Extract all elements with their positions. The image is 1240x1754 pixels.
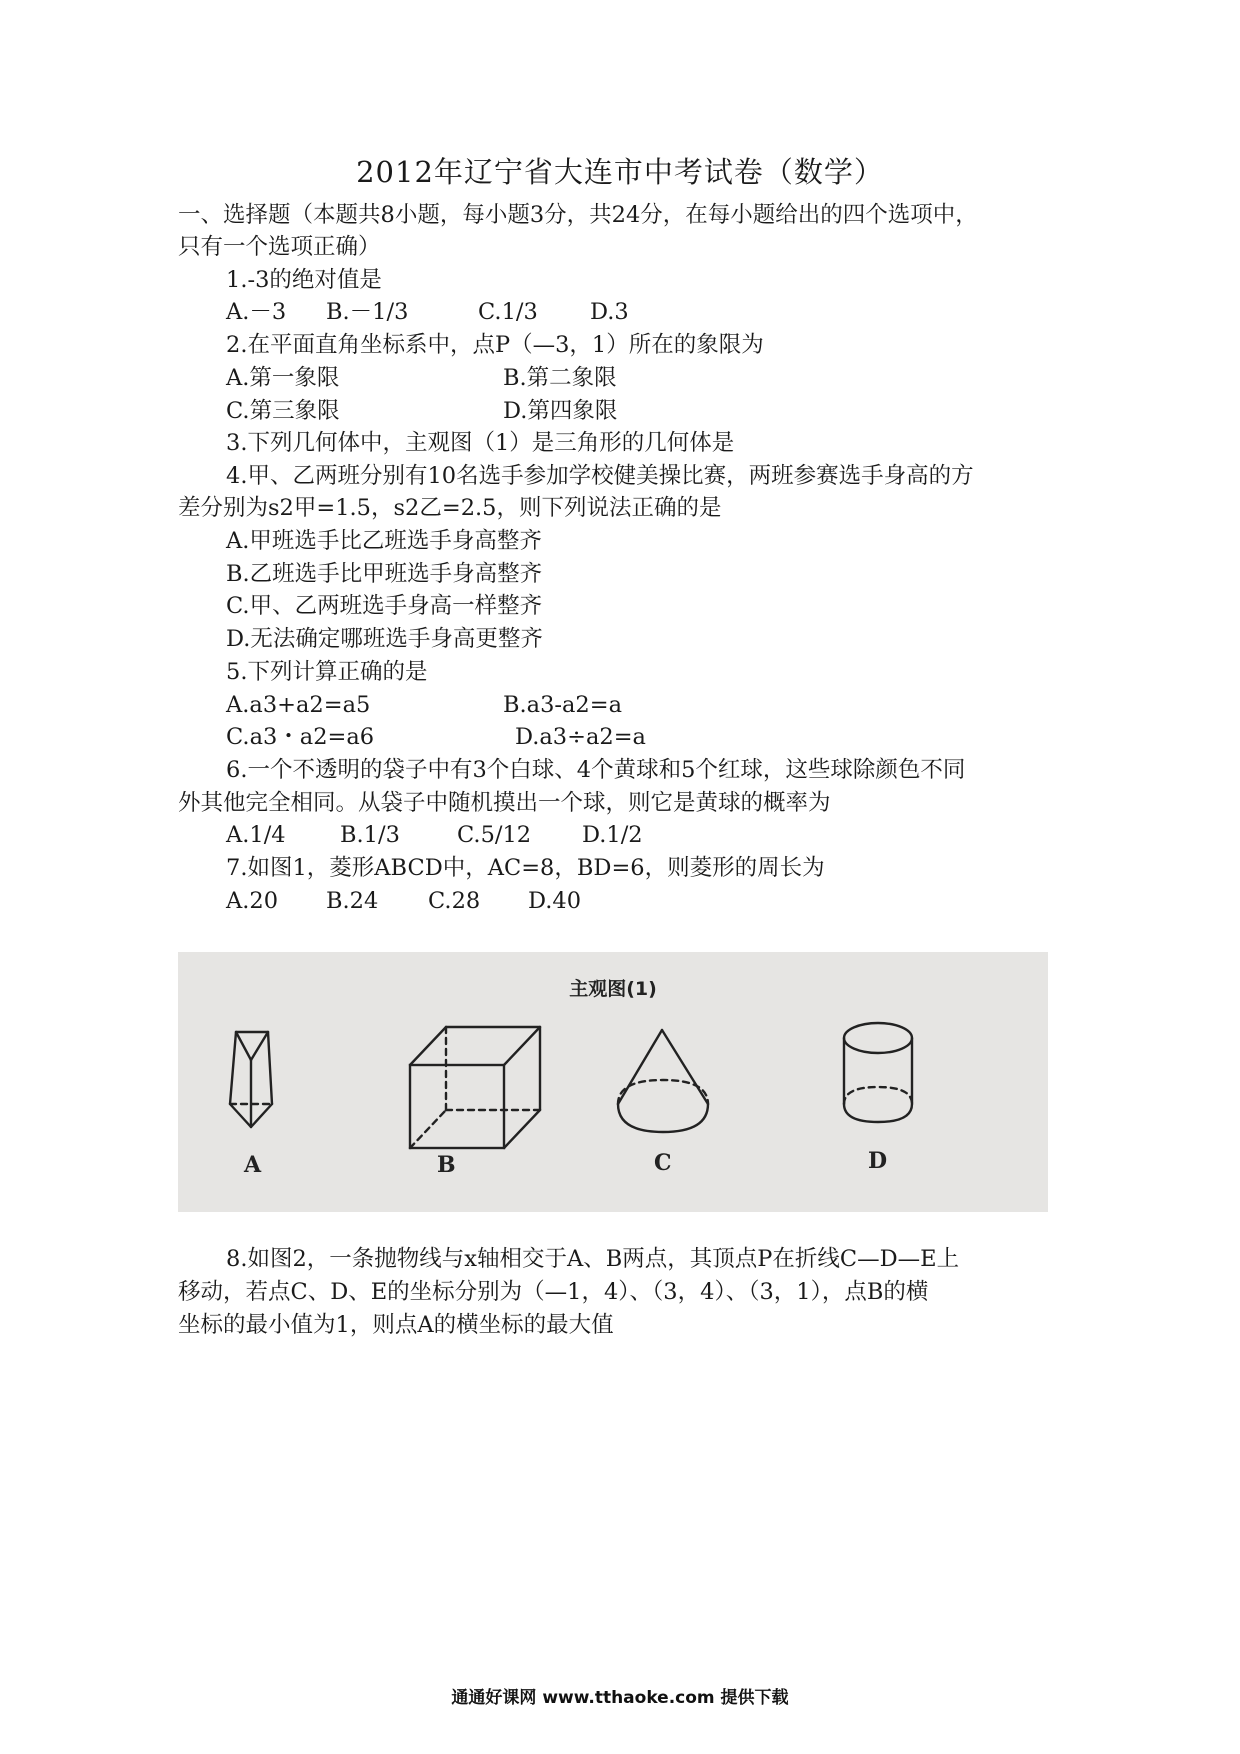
triangular-prism-shape	[230, 1032, 272, 1127]
q6-option-c: C.5/12	[457, 822, 532, 848]
geometry-figure-panel	[178, 952, 1048, 1212]
question-8-line2: 移动，若点C、D、E的坐标分别为（—1，4）、（3，4）、（3，1），点B的横	[178, 1279, 929, 1305]
question-2-stem: 2.在平面直角坐标系中，点P（—3，1）所在的象限为	[226, 332, 764, 358]
question-6-stem-line2: 外其他完全相同。从袋子中随机摸出一个球，则它是黄球的概率为	[178, 790, 831, 816]
q5-option-b: B.a3-a2=a	[503, 692, 623, 718]
q6-option-a: A.1/4	[226, 822, 286, 848]
q5-option-a: A.a3+a2=a5	[226, 692, 371, 718]
cylinder-shape	[844, 1023, 912, 1122]
q6-option-d: D.1/2	[582, 822, 643, 848]
page-title: 2012年辽宁省大连市中考试卷（数学）	[356, 155, 884, 189]
q6-option-b: B.1/3	[340, 822, 400, 848]
question-4-stem-line1: 4.甲、乙两班分别有10名选手参加学校健美操比赛，两班参赛选手身高的方	[226, 463, 974, 489]
figure-label-b: B	[437, 1152, 456, 1178]
q4-option-a: A.甲班选手比乙班选手身高整齐	[226, 528, 542, 554]
q1-option-a: A.－3	[226, 299, 287, 325]
section-heading-line2: 只有一个选项正确）	[178, 234, 381, 260]
question-6-stem-line1: 6.一个不透明的袋子中有3个白球、4个黄球和5个红球，这些球除颜色不同	[226, 757, 966, 783]
q7-option-c: C.28	[428, 888, 481, 914]
q2-option-b: B.第二象限	[503, 365, 617, 391]
figure-label-c: C	[654, 1150, 672, 1176]
solids-figure	[178, 952, 1048, 1212]
q4-option-b: B.乙班选手比甲班选手身高整齐	[226, 561, 543, 587]
q5-option-d: D.a3÷a2=a	[515, 724, 646, 750]
q7-option-b: B.24	[326, 888, 379, 914]
cube-shape	[410, 1027, 540, 1148]
section-heading-line1: 一、选择题（本题共8小题，每小题3分，共24分，在每小题给出的四个选项中，	[178, 202, 978, 228]
q1-option-b: B.－1/3	[326, 299, 409, 325]
question-1-stem: 1.-3的绝对值是	[226, 267, 382, 293]
figure-label-d: D	[868, 1148, 888, 1174]
figure-label-a: A	[244, 1152, 262, 1178]
figure-title: 主观图(1)	[569, 978, 657, 1000]
q1-option-d: D.3	[590, 299, 629, 325]
footer-source: 通通好课网 www.tthaoke.com 提供下载	[451, 1688, 789, 1708]
question-4-stem-line2: 差分别为s2甲=1.5，s2乙=2.5，则下列说法正确的是	[178, 495, 722, 521]
q2-option-c: C.第三象限	[226, 398, 340, 424]
q5-option-c: C.a3・a2=a6	[226, 724, 375, 750]
question-8-line1: 8.如图2，一条抛物线与x轴相交于A、B两点，其顶点P在折线C—D—E上	[226, 1246, 960, 1272]
q4-option-c: C.甲、乙两班选手身高一样整齐	[226, 593, 543, 619]
q7-option-d: D.40	[528, 888, 582, 914]
question-7-stem: 7.如图1，菱形ABCD中，AC=8，BD=6，则菱形的周长为	[226, 855, 825, 881]
question-5-stem: 5.下列计算正确的是	[226, 659, 428, 685]
question-8-line3: 坐标的最小值为1，则点A的横坐标的最大值	[178, 1312, 614, 1338]
q7-option-a: A.20	[226, 888, 279, 914]
q1-option-c: C.1/3	[478, 299, 538, 325]
q2-option-d: D.第四象限	[503, 398, 618, 424]
cone-shape	[618, 1030, 708, 1132]
question-3-stem: 3.下列几何体中，主观图（1）是三角形的几何体是	[226, 430, 735, 456]
q2-option-a: A.第一象限	[226, 365, 340, 391]
q4-option-d: D.无法确定哪班选手身高更整齐	[226, 626, 543, 652]
